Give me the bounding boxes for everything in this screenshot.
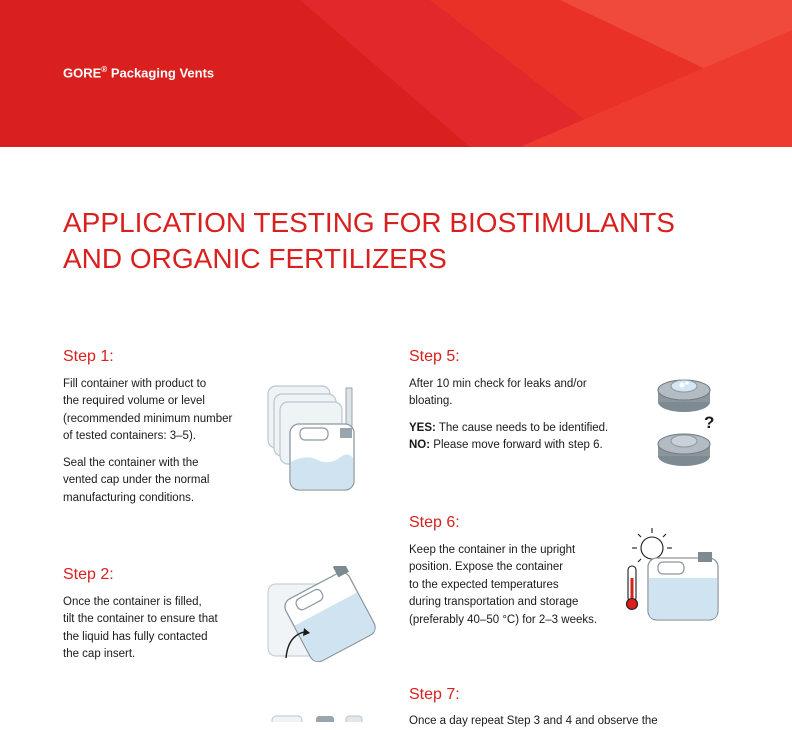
step-5-heading: Step 5: [409, 348, 460, 365]
step-7-heading: Step 7: [409, 686, 460, 703]
brand-label: GORE® Packaging Vents [63, 65, 215, 81]
question-mark: ? [704, 413, 715, 432]
tilted-container-icon [264, 566, 382, 662]
step-1-seal-text: Seal the container with the vented cap under the normal manufacturing conditions. [63, 457, 210, 504]
header-banner [0, 0, 792, 147]
container-stack-icon [266, 376, 366, 494]
cap-icon [652, 368, 726, 476]
step-2-text: Once the container is filled, tilt the container to ensure that the liquid has fully contacted the cap insert. [63, 596, 218, 661]
container-row-icon [268, 712, 368, 722]
step-1-heading: Step 1: [63, 348, 114, 365]
step-7-text: Once a day repeat Step 3 and 4 and observe the [409, 715, 658, 727]
step-6-heading: Step 6: [409, 514, 460, 531]
step-5-text: After 10 min check for leaks and/or bloating. [409, 378, 587, 408]
step-5-result-text: YES: The cause needs to be identified. NO: Please move forward with step 6. [409, 422, 609, 452]
page-title: APPLICATION TESTING FOR BIOSTIMULANTS AND ORGANIC FERTILIZERS [63, 207, 675, 274]
sun-thermometer-icon [618, 526, 724, 622]
step-2-heading: Step 2: [63, 566, 114, 583]
step-6-text: Keep the container in the upright position. Expose the container to the expected temperatures during transportation and storage (preferably 40–50 °C) for 2–3 weeks. [409, 544, 598, 626]
step-1-text: Fill container with product to the required volume or level (recommended minimum number of tested containers: 3–5). [63, 378, 233, 443]
